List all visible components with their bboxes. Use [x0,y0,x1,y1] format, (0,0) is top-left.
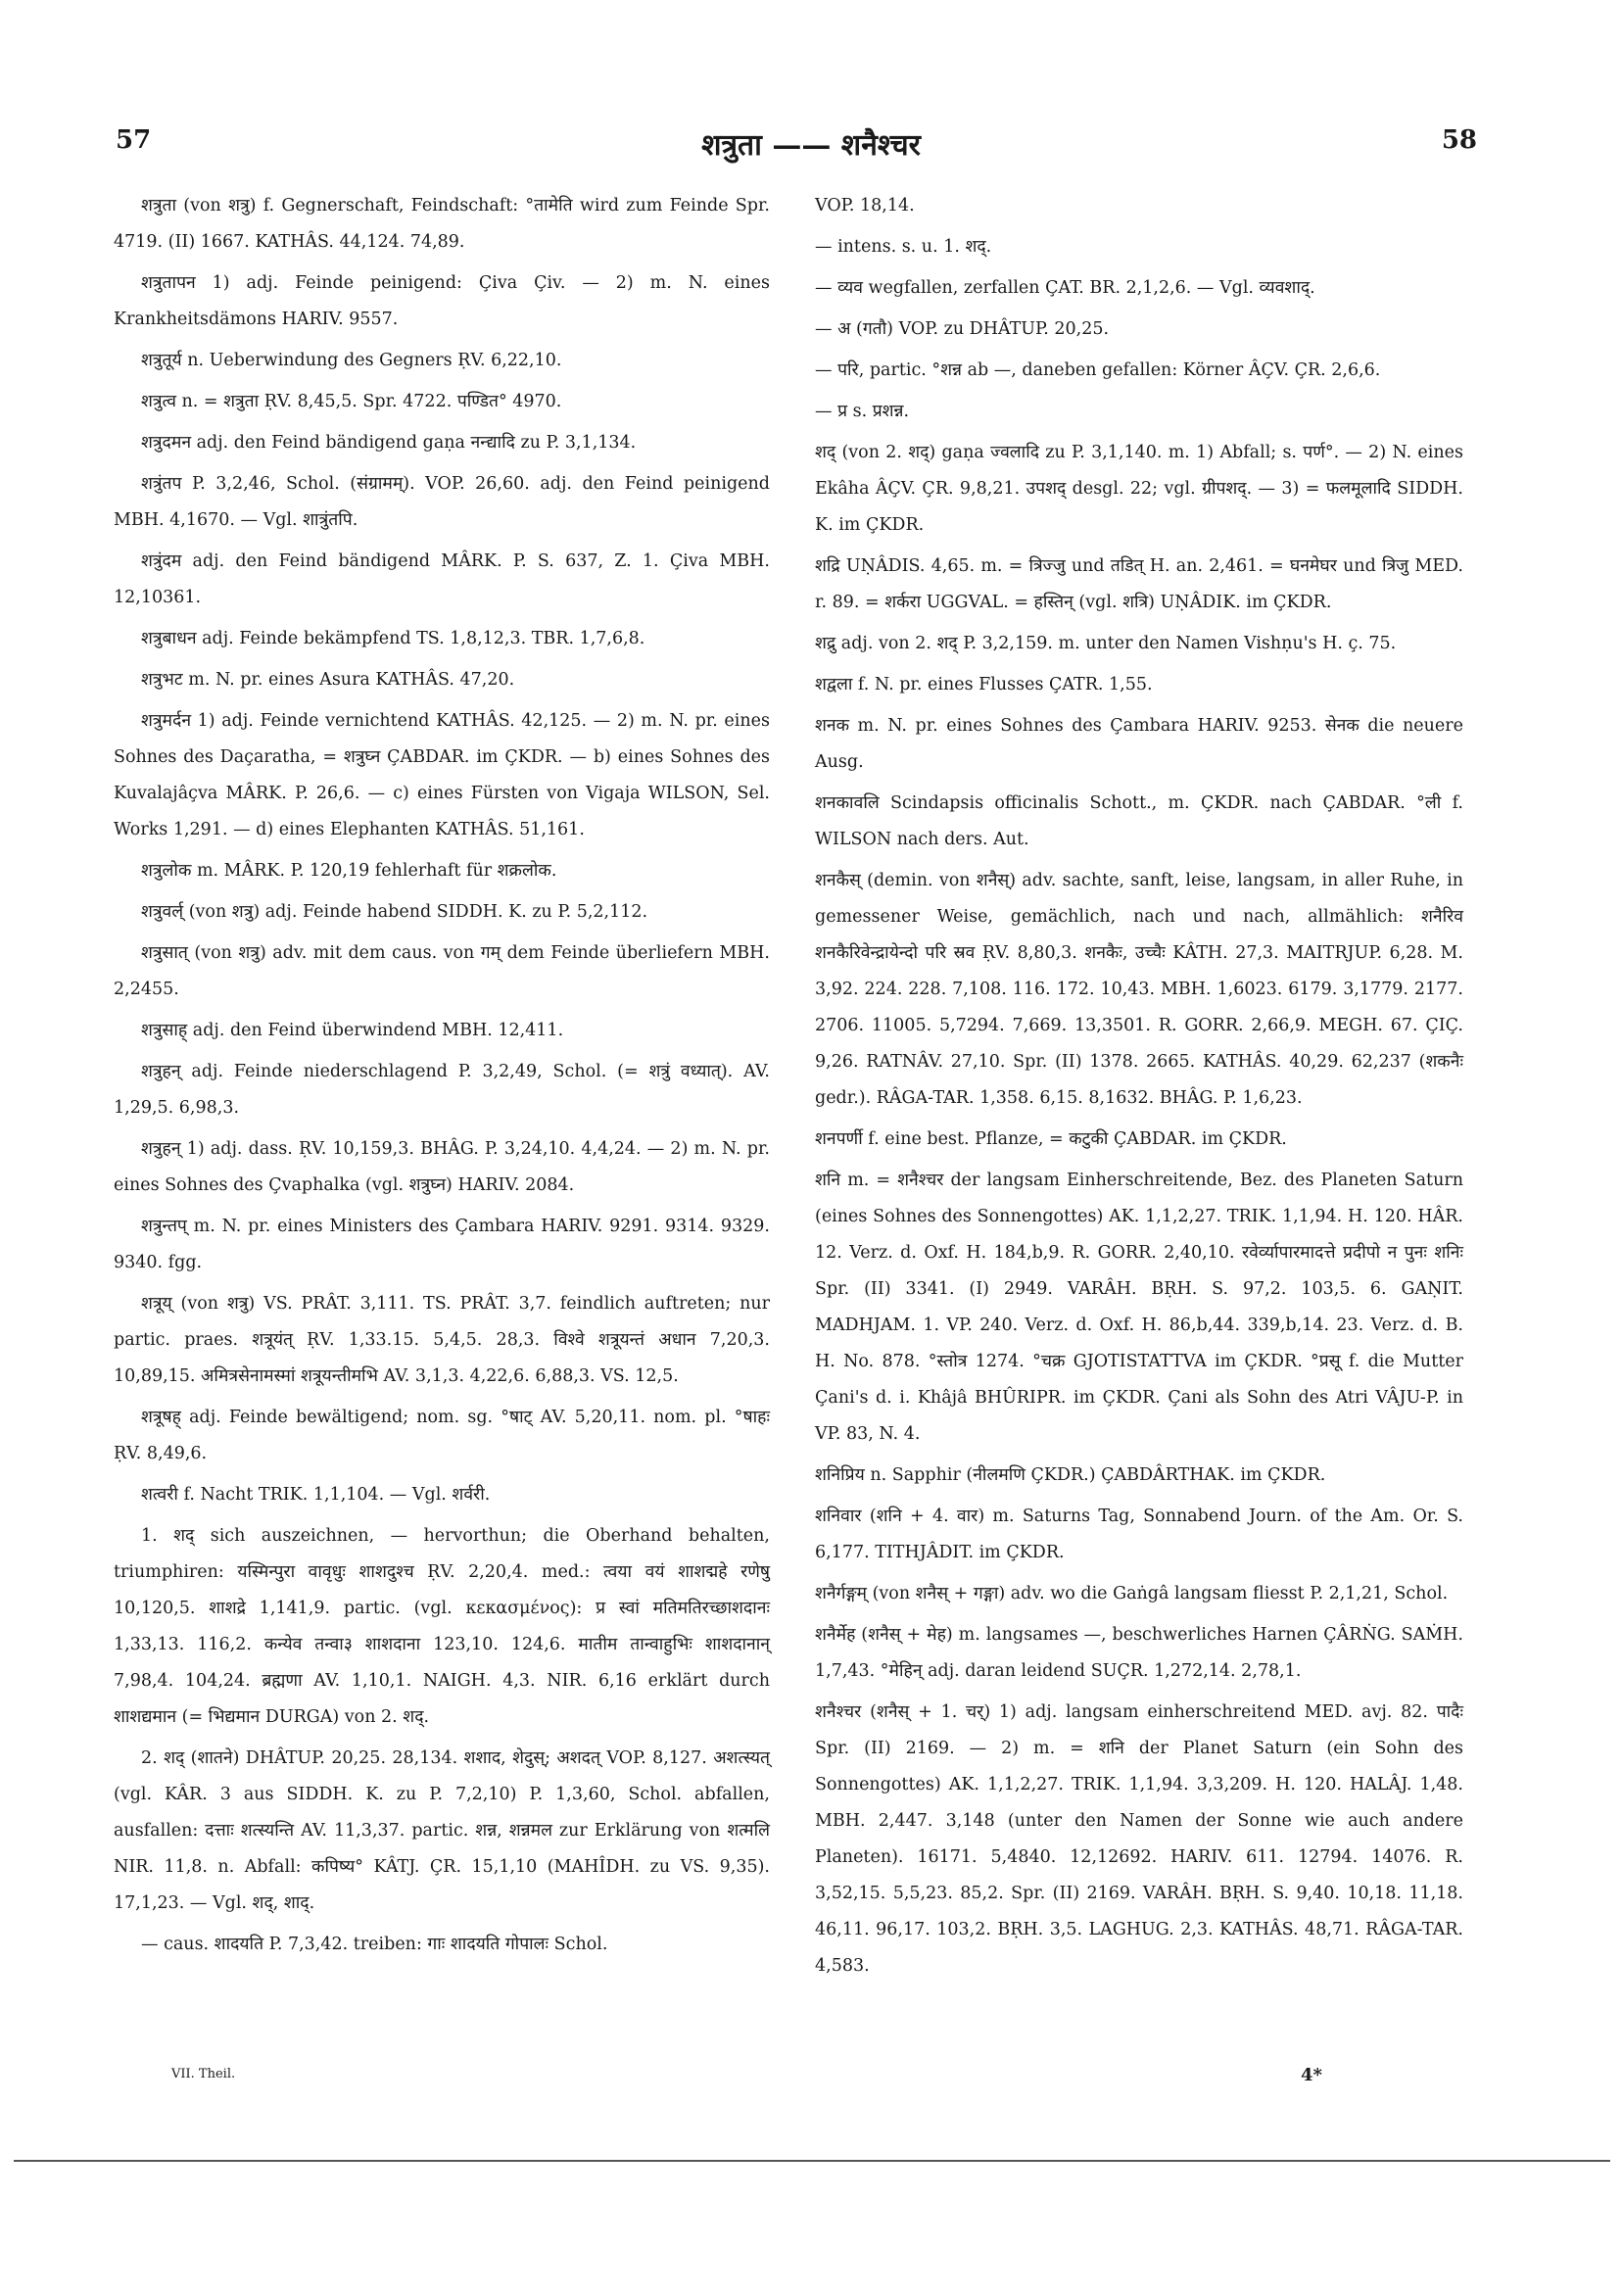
volume-signature: VII. Theil. [171,2067,236,2081]
dictionary-entry: शत्रुसात् (von शत्रु) adv. mit dem caus. von गम् dem Feinde überliefern MBH. 2,2455. [114,943,770,999]
dictionary-entry: शत्रुंदम adj. den Feind bändigend MÂRK. P. S. 637, Z. 1. Çiva MBH. 12,10361. [114,551,770,607]
dictionary-entry: VOP. 18,14. [815,196,915,215]
bottom-rule [14,2160,1610,2162]
dictionary-entry: शत्रुंतप P. 3,2,46, Schol. (संग्रामम्). VOP. 26,60. adj. den Feind peinigend MBH. 4,1670. — Vgl. शात्रुंतपि. [114,474,770,530]
dictionary-entry: शत्रुसाह् adj. den Feind überwindend MBH. 12,411. [141,1021,564,1040]
dictionary-entry: शत्रूय् (von शत्रु) VS. PRÂT. 3,111. TS. PRÂT. 3,7. feindlich auftreten; nur partic. praes. शत्रूयंत् ṚV. 1,33.15. 5,4,5. 28,3. विश्वे शत्रूयन्तं अधान 7,20,3. 10,89,15. अमित्रसेनामस्मां शत्रूयन्तीमभि AV. 3,1,3. 4,22,6. 6,88,3. VS. 12,5. [114,1294,770,1386]
dictionary-entry: शनकैस् (demin. von शनैस्) adv. sachte, sanft, leise, langsam, in aller Ruhe, in gemessener Weise, gemächlich, nach und nach, allmählich: शनैरिव शनकैरिवेन्द्रायेन्दो परि स्रव ṚV. 8,80,3. शनकैः, उच्चैः KÂTH. 27,3. MAITRJUP. 6,28. M. 3,92. 224. 228. 7,108. 116. 172. 10,43. MBH. 1,6023. 6179. 3,1779. 2177. 2706. 11005. 5,7294. 7,669. 13,3501. R. GORR. 2,66,9. MEGH. 67. ÇIÇ. 9,26. RATNÂV. 27,10. Spr. (II) 1378. 2665. KATHÂS. 40,29. 62,237 (शकनैः gedr.). RÂGA-TAR. 1,358. 6,15. 8,1632. BHÂG. P. 1,6,23. [815,871,1463,1108]
page-number-right: 58 [1441,125,1477,155]
dictionary-entry: शत्रुन्तप् m. N. pr. eines Ministers des Çambara HARIV. 9291. 9314. 9329. 9340. fgg. [114,1217,770,1272]
page-number-left: 57 [116,125,152,155]
right-column [815,188,1463,1989]
dictionary-entry: शत्रुवर्ल् (von शत्रु) adj. Feinde habend SIDDH. K. zu P. 5,2,112. [141,902,648,922]
dictionary-entry: शद्वला f. N. pr. eines Flusses ÇATR. 1,55. [815,675,1153,694]
dictionary-entry: शनि m. = शनैश्चर der langsam Einherschreitende, Bez. des Planeten Saturn (eines Sohnes des Sonnengottes) AK. 1,1,2,27. TRIK. 1,1,94. H. 120. HÂR. 12. Verz. d. Oxf. H. 184,b,9. R. GORR. 2,40,10. रवेर्व्यापारमादत्ते प्रदीपो न पुनः शनिः Spr. (II) 3341. (I) 2949. VARÂH. BṚH. S. 97,2. 103,5. 6. GAṆIT. MADHJAM. 1. VP. 240. Verz. d. Oxf. H. 86,b,44. 339,b,14. 23. Verz. d. B. H. No. 878. °स्तोत्र 1274. °चक्र GJOTISTATTVA im ÇKDR. °प्रसू f. die Mutter Çani's d. i. Khâjâ BHÛRIPR. im ÇKDR. Çani als Sohn des Atri VÂJU-P. in VP. 83, N. 4. [815,1171,1463,1444]
dictionary-entry: शद्रि UṆÂDIS. 4,65. m. = त्रिज्जु und तडित् H. an. 2,461. = घनमेघर und त्रिजु MED. r. 89. = शर्करा UGGVAL. = हस्तिन् (vgl. शत्रि) UṆÂDIK. im ÇKDR. [815,556,1463,612]
dictionary-entry: शत्रूषह् adj. Feinde bewältigend; nom. sg. °षाट् AV. 5,20,11. nom. pl. °षाहः ṚV. 8,49,6. [114,1408,770,1463]
dictionary-entry: शद्रु adj. von 2. शद् P. 3,2,159. m. unter den Namen Vishṇu's H. ç. 75. [815,634,1397,653]
dictionary-entry: — अ (गतौ) VOP. zu DHÂTUP. 20,25. [815,319,1110,339]
dictionary-entry: शत्रुतापन 1) adj. Feinde peinigend: Çiva Çiv. — 2) m. N. eines Krankheitsdämons HARIV. 9557. [114,273,770,329]
dictionary-entry: शत्रुलोक m. MÂRK. P. 120,19 fehlerhaft für शक्रलोक. [141,861,557,881]
dictionary-entry: शनक m. N. pr. eines Sohnes des Çambara HARIV. 9253. सेनक die neuere Ausg. [815,716,1463,772]
dictionary-entry: शत्वरी f. Nacht TRIK. 1,1,104. — Vgl. शर्वरी. [141,1485,491,1505]
sheet-mark: 4* [1301,2065,1322,2085]
dictionary-entry: शनपर्णी f. eine best. Pflanze, = कटुकी ÇABDAR. im ÇKDR. [815,1129,1287,1149]
dictionary-entry: शनैर्मेह (शनैस् + मेह) m. langsames —, beschwerliches Harnen ÇÂRṄG. SAṀH. 1,7,43. °मेहिन् adj. daran leidend SUÇR. 1,272,14. 2,78,1. [815,1625,1463,1681]
dictionary-entry: शनकावलि Scindapsis officinalis Schott., m. ÇKDR. nach ÇABDAR. °ली f. WILSON nach ders. Aut. [815,793,1463,849]
dictionary-entry: शत्रुता (von शत्रु) f. Gegnerschaft, Feindschaft: °तामेति wird zum Feinde Spr. 4719. (II) 1667. KATHÂS. 44,124. 74,89. [114,196,770,252]
left-column [114,188,770,1968]
dictionary-entry: शत्रुमर्दन 1) adj. Feinde vernichtend KATHÂS. 42,125. — 2) m. N. pr. eines Sohnes des Daçaratha, = शत्रुघ्न ÇABDAR. im ÇKDR. — b) eines Sohnes des Kuvalajâçva MÂRK. P. 26,6. — c) eines Fürsten von Vigaja WILSON, Sel. Works 1,291. — d) eines Elephanten KATHÂS. 51,161. [114,711,770,839]
dictionary-entry: शत्रुत्व n. = शत्रुता ṚV. 8,45,5. Spr. 4722. पण्डित° 4970. [141,392,562,411]
dictionary-entry: शत्रुभट m. N. pr. eines Asura KATHÂS. 47,20. [141,670,515,690]
dictionary-entry: शनिप्रिय n. Sapphir (नीलमणि ÇKDR.) ÇABDÂRTHAK. im ÇKDR. [815,1465,1326,1485]
dictionary-entry: शत्रुहन् 1) adj. dass. ṚV. 10,159,3. BHÂG. P. 3,24,10. 4,4,24. — 2) m. N. pr. eines Sohnes des Çvaphalka (vgl. शत्रुघ्न) HARIV. 2084. [114,1139,770,1195]
dictionary-entry: शत्रुहन् adj. Feinde niederschlagend P. 3,2,49, Schol. (= शत्रुं वध्यात्). AV. 1,29,5. 6,98,3. [114,1062,770,1118]
dictionary-entry: शनिवार (शनि + 4. वार) m. Saturns Tag, Sonnabend Journ. of the Am. Or. S. 6,177. TITHJÂDIT. im ÇKDR. [815,1507,1463,1562]
dictionary-entry: शद् (von 2. शद्) gaṇa ज्वलादि zu P. 3,1,140. m. 1) Abfall; s. पर्ण°. — 2) N. eines Ekâha ÂÇV. ÇR. 9,8,21. उपशद् desgl. 22; vgl. ग्रीपशद्. — 3) = फलमूलादि SIDDH. K. im ÇKDR. [815,443,1463,535]
dictionary-entry: — caus. शादयति P. 7,3,42. treiben: गाः शादयति गोपालः Schol. [141,1935,608,1954]
dictionary-entry: — प्र s. प्रशन्न. [815,402,910,421]
dictionary-entry: — व्यव wegfallen, zerfallen ÇAT. BR. 2,1,2,6. — Vgl. व्यवशाद्. [815,278,1315,298]
page-header [0,125,1622,165]
dictionary-entry: — परि, partic. °शन्न ab —, daneben gefallen: Körner ÂÇV. ÇR. 2,6,6. [815,360,1381,380]
dictionary-entry: 2. शद् (शातने) DHÂTUP. 20,25. 28,134. शशाद, शेदुस्; अशदत् VOP. 8,127. अशत्स्यत् (vgl. KÂR. 3 aus SIDDH. K. zu P. 7,2,10) P. 1,3,60, Schol. abfallen, ausfallen: दत्ताः शत्स्यन्ति AV. 11,3,37. partic. शन्न, शन्नमल zur Erklärung von शत्मलि NIR. 11,8. n. Abfall: कपिष्य° KÂTJ. ÇR. 15,1,10 (MAHÎDH. zu VS. 9,35). 17,1,23. — Vgl. शद्, शाद्. [114,1748,770,1913]
dictionary-entry: 1. शद् sich auszeichnen, — hervorthun; die Oberhand behalten, triumphiren: यस्मिन्पुरा वावृधुः शाशदुश्च ṚV. 2,20,4. med.: त्वया वयं शाशद्महे रणेषु 10,120,5. शाशद्रे 1,141,9. partic. (vgl. κεκασμένος): प्र स्वां मतिमतिरच्छाशदानः 1,33,13. 116,2. कन्येव तन्वा३ शाशदाना 123,10. 124,6. मातीम तान्वाहुभिः शाशदानान् 7,98,4. 104,24. ब्रह्मणा AV. 1,10,1. NAIGH. 4,3. NIR. 6,16 erklärt durch शाशद्यमान (= भिद्यमान DURGA) von 2. शद्. [114,1526,770,1727]
dictionary-entry: शत्रुबाधन adj. Feinde bekämpfend TS. 1,8,12,3. TBR. 1,7,6,8. [141,629,645,648]
dictionary-entry: — intens. s. u. 1. शद्. [815,237,992,257]
dictionary-entry: शत्रुदमन adj. den Feind bändigend gaṇa नन्द्यादि zu P. 3,1,134. [141,433,637,453]
dictionary-entry: शनैश्चर (शनैस् + 1. चर्) 1) adj. langsam einherschreitend MED. avj. 82. पादैः Spr. (II) 2169. — 2) m. = शनि der Planet Saturn (ein Sohn des Sonnengottes) AK. 1,1,2,27. TRIK. 1,1,94. 3,3,209. H. 120. HALÂJ. 1,48. MBH. 2,447. 3,148 (unter den Namen der Sonne wie auch andere Planeten). 16171. 5,4840. 12,12692. HARIV. 611. 12794. 14076. R. 3,52,15. 5,5,23. 85,2. Spr. (II) 2169. VARÂH. BṚH. S. 9,40. 10,18. 11,18. 46,11. 96,17. 103,2. BṚH. 3,5. LAGHUG. 2,3. KATHÂS. 48,71. RÂGA-TAR. 4,583. [815,1702,1463,1976]
running-head: शत्रुता —— शनैश्चर [701,128,921,163]
dictionary-entry: शनैर्गङ्गम् (von शनैस् + गङ्गा) adv. wo die Gaṅgâ langsam fliesst P. 2,1,21, Schol. [815,1584,1449,1603]
dictionary-entry: शत्रुतूर्य n. Ueberwindung des Gegners ṚV. 6,22,10. [141,351,562,370]
